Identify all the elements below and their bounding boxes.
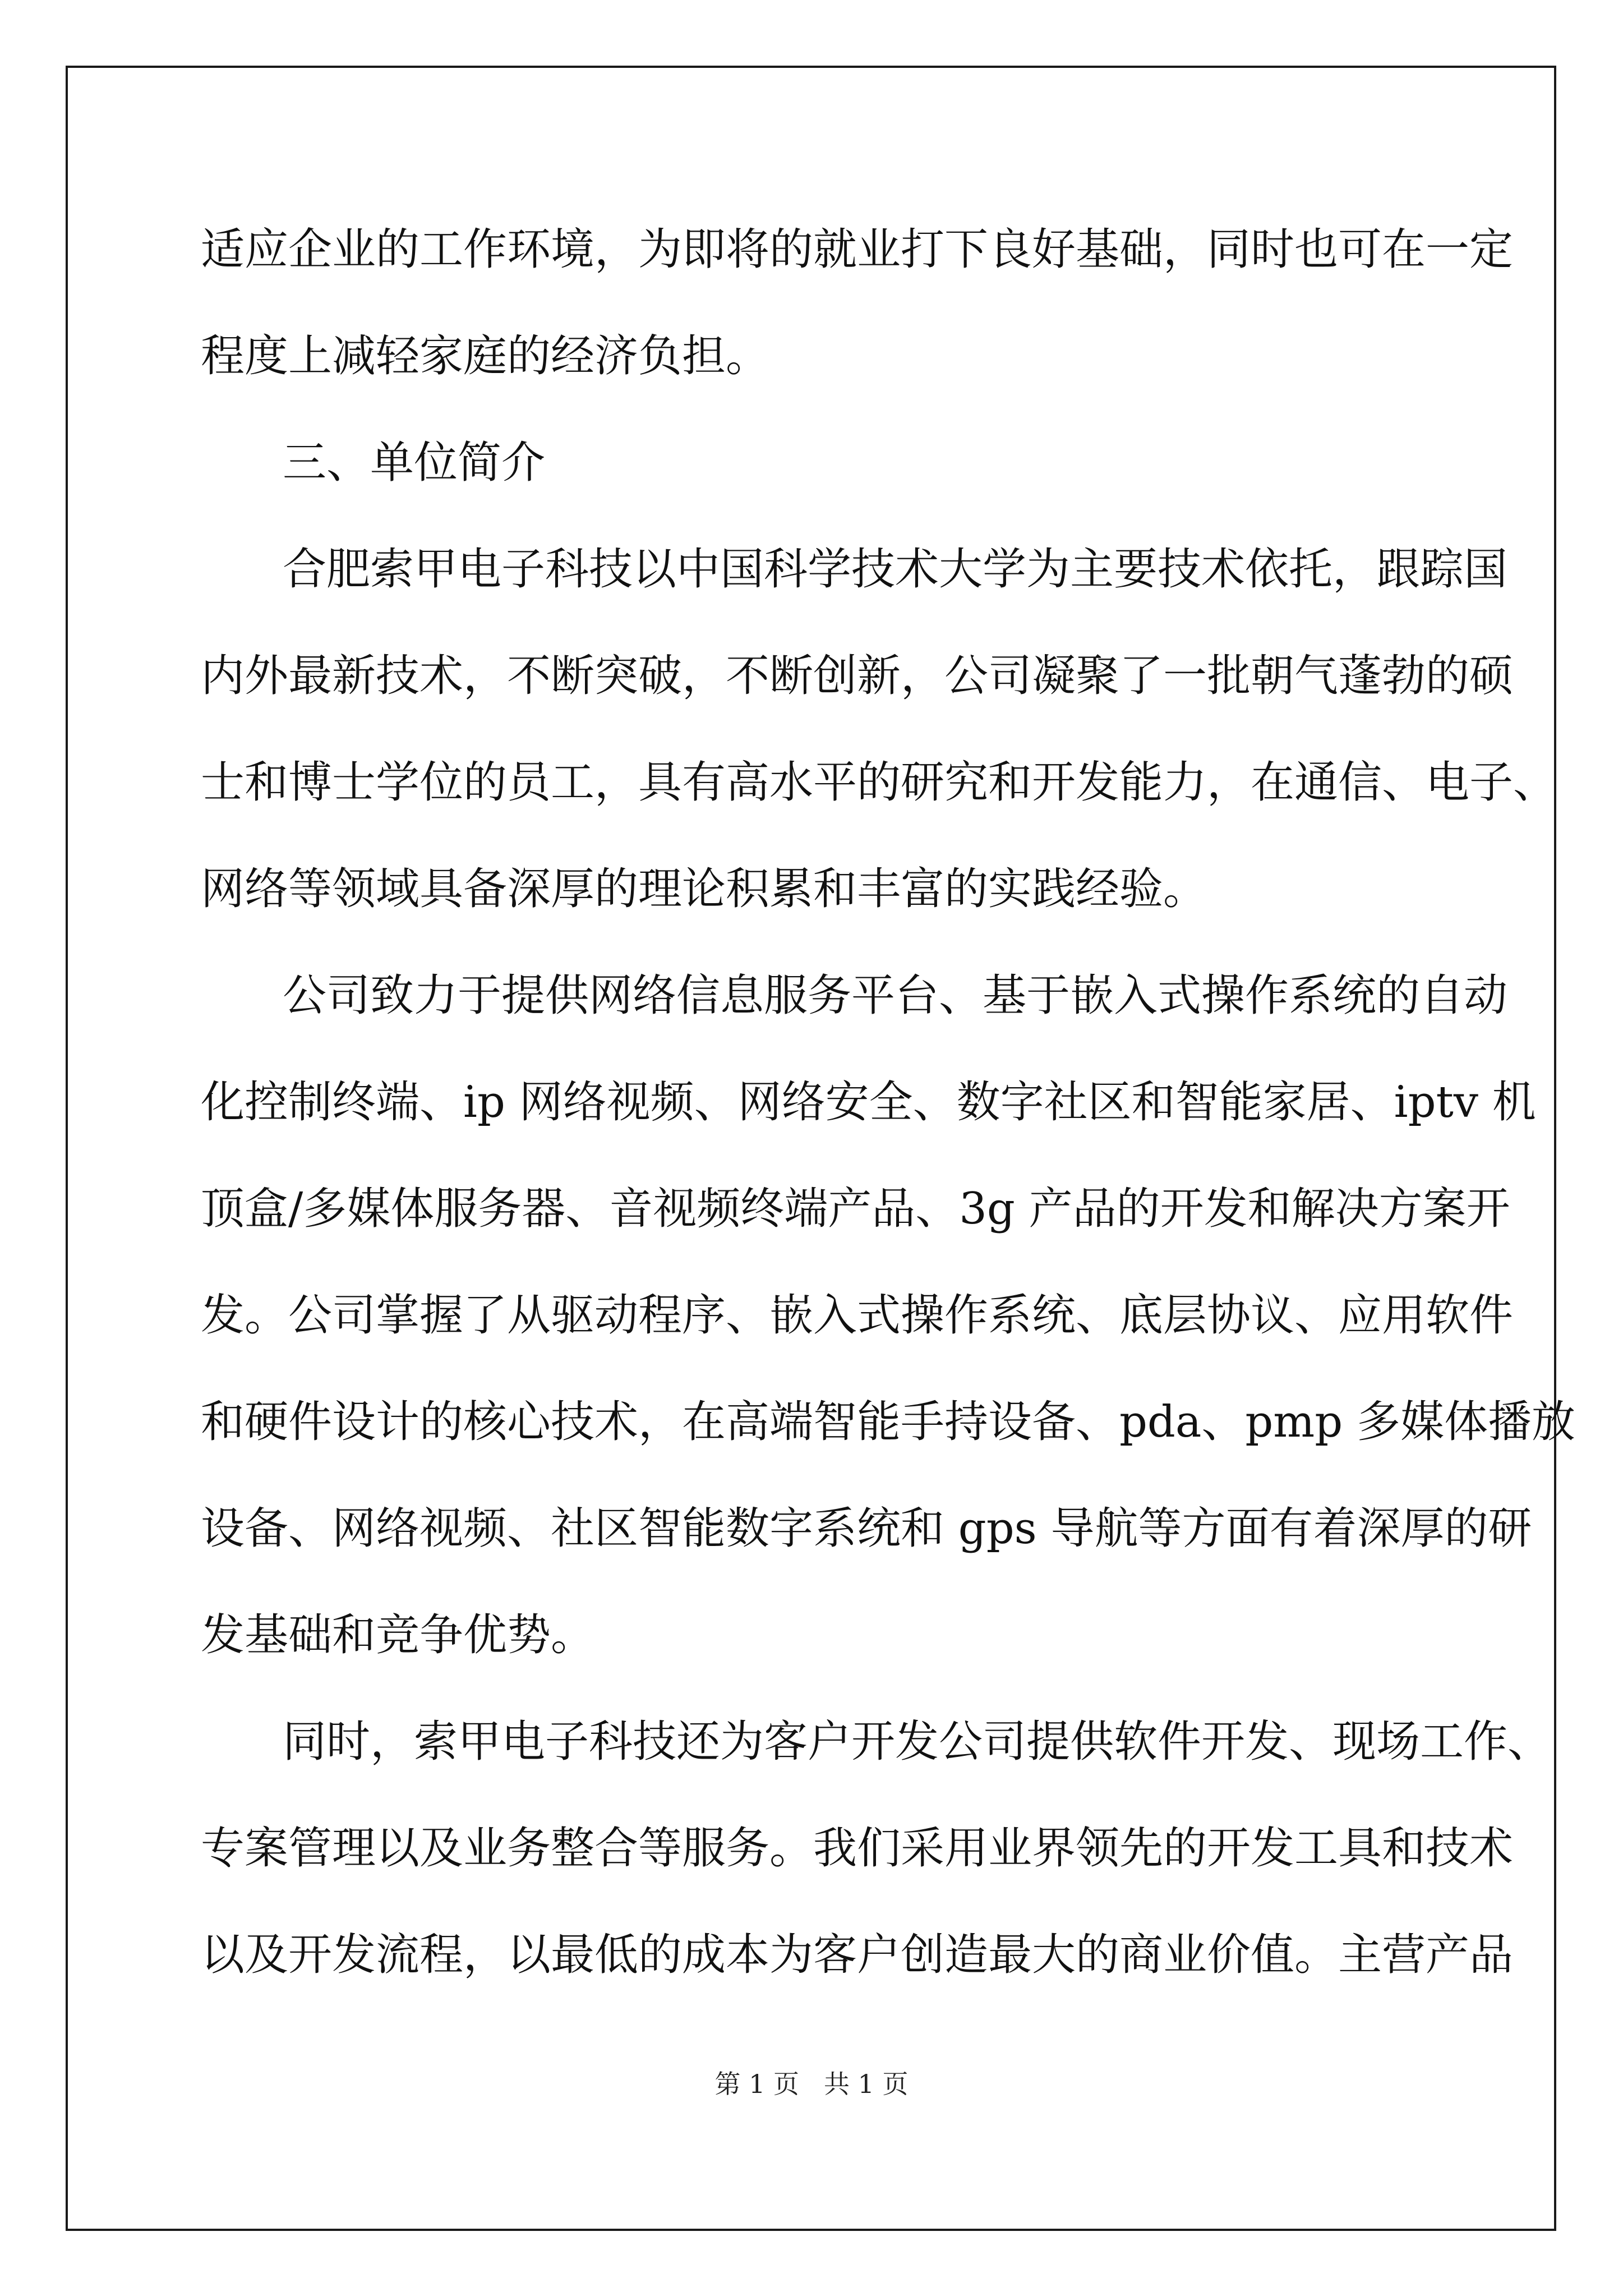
text-line-9: 化控制终端、ip 网络视频、网络安全、数字社区和智能家居、iptv 机 — [201, 1077, 1536, 1128]
text-line-8: 公司致力于提供网络信息服务平台、基于嵌入式操作系统的自动 — [283, 970, 1508, 1021]
document-body — [201, 213, 1575, 2025]
text-line-15: 同时，索甲电子科技还为客户开发公司提供软件开发、现场工作、 — [283, 1717, 1552, 1767]
text-line-1: 适应企业的工作环境，为即将的就业打下良好基础，同时也可在一定 — [201, 224, 1514, 275]
text-line-11: 发。公司掌握了从驱动程序、嵌入式操作系统、底层协议、应用软件 — [201, 1290, 1514, 1341]
text-line-10: 顶盒/多媒体服务器、音视频终端产品、3g 产品的开发和解决方案开 — [201, 1184, 1510, 1234]
text-line-17: 以及开发流程，以最低的成本为客户创造最大的商业价值。主营产品 — [201, 1930, 1514, 1980]
text-line-14: 发基础和竞争优势。 — [201, 1610, 595, 1660]
page-number-current: 第 1 页 — [714, 2069, 799, 2099]
text-line-16: 专案管理以及业务整合等服务。我们采用业界领先的开发工具和技术 — [201, 1823, 1514, 1874]
section-heading: 三、单位简介 — [283, 438, 546, 488]
text-line-7: 网络等领域具备深厚的理论积累和丰富的实践经验。 — [201, 864, 1207, 914]
page-number-total: 共 1 页 — [824, 2069, 909, 2099]
text-line-12: 和硬件设计的核心技术，在高端智能手持设备、pda、pmp 多媒体播放 — [201, 1397, 1575, 1447]
text-line-13: 设备、网络视频、社区智能数字系统和 gps 导航等方面有着深厚的研 — [201, 1503, 1532, 1554]
text-line-2: 程度上减轻家庭的经济负担。 — [201, 331, 770, 381]
page-footer — [0, 2067, 1623, 2101]
text-line-4: 合肥索甲电子科技以中国科学技术大学为主要技术依托，跟踪国 — [283, 544, 1508, 595]
text-line-5: 内外最新技术，不断突破，不断创新，公司凝聚了一批朝气蓬勃的硕 — [201, 651, 1514, 701]
text-line-6: 士和博士学位的员工，具有高水平的研究和开发能力，在通信、电子、 — [201, 757, 1557, 808]
